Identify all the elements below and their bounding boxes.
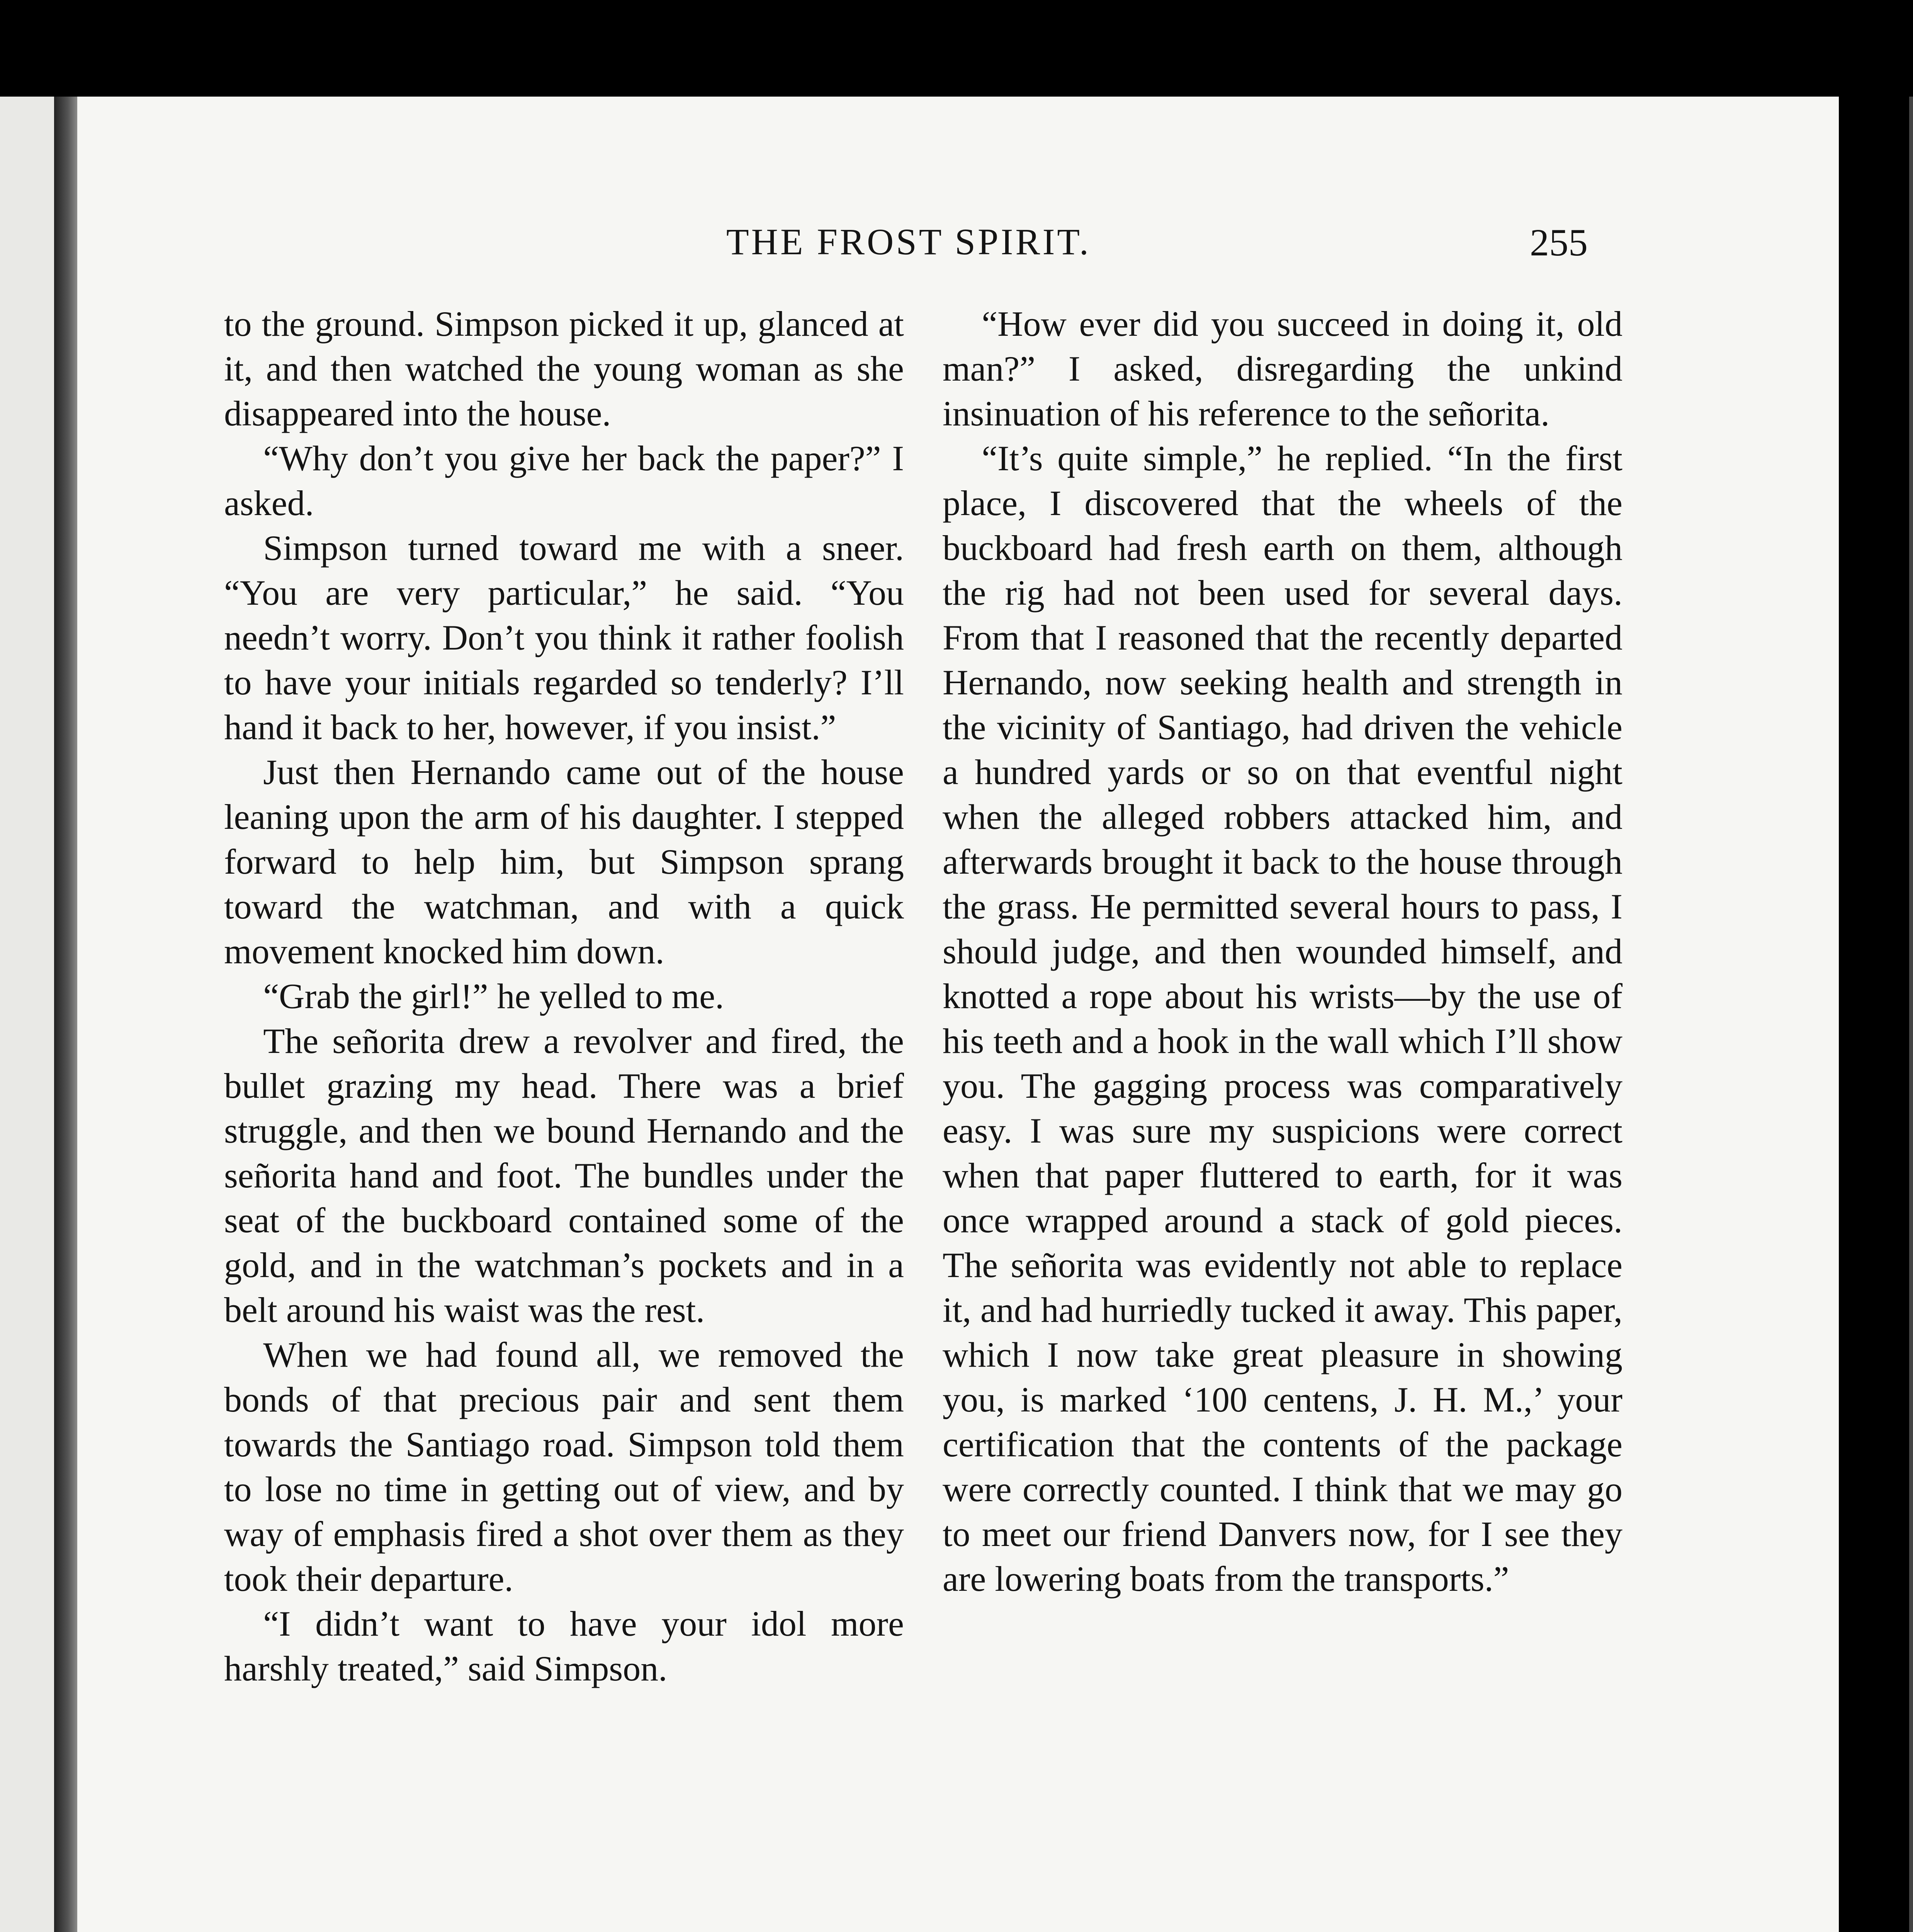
page-right-edge [1909, 97, 1913, 1932]
paragraph: Just then Hernando came out of the house leaning upon the arm of his daughter. I stepped forward to help him, but Simpson sprang toward the watchman, and with a quick movement knocked him down. [224, 752, 904, 971]
paragraph: “I didn’t want to have your idol more harshly treated,” said Simpson. [224, 1604, 904, 1688]
paragraph: When we had found all, we removed the bonds of that precious pair and sent them towards the Santiago road. Simpson told them to lose no time in getting out of view, and by way of emphasis fired a shot over them as they took their departure. [224, 1335, 904, 1599]
paragraph: Simpson turned toward me with a sneer. “You are very particular,” he said. “You needn’t worry. Don’t you think it rather foolish to have your initials regarded so tenderly? I’ll hand it back to her, however, if you insist.” [224, 528, 904, 747]
page-number: 255 [1530, 221, 1588, 264]
paragraph: “It’s quite simple,” he replied. “In the first place, I discovered that the wheels of the buckboard had fresh earth on them, although the rig had not been used for several days. From that I reasoned that the recently departed Hernando, now seeking health and strength in the vicinity of Santiago, had driven the vehicle a hundred yards or so on that eventful night when the alleged robbers attacked him, and afterwards brought it back to the house through the grass. He permitted several hours to pass, I should judge, and then wounded himself, and knotted a rope about his wrists—by the use of his teeth and a hook in the wall which I’ll show you. The gagging process was comparatively easy. I was sure my suspicions were correct when that paper fluttered to earth, for it was once wrapped around a stack of gold pieces. The señorita was evidently not able to replace it, and had hurriedly tucked it away. This paper, which I now take great pleasure in showing you, is marked ‘100 centens, J. H. M.,’ your certification that the contents of the package were correctly counted. I think that we may go to meet our friend Danvers now, for I see they are lowering boats from the transports.” [943, 439, 1622, 1599]
adjacent-page-edge [0, 97, 54, 1932]
paragraph: “Grab the girl!” he yelled to me. [263, 976, 724, 1016]
running-head: THE FROST SPIRIT. [726, 221, 1091, 262]
paragraph: to the ground. Simpson picked it up, glanced at it, and then watched the young woman as she disappeared into the house. [224, 304, 904, 433]
paragraph: “How ever did you succeed in doing it, old man?” I asked, disregarding the unkind insinuation of his reference to the señorita. [943, 304, 1622, 433]
paragraph: The señorita drew a revolver and fired, the bullet grazing my head. There was a brief struggle, and then we bound Hernando and the señorita hand and foot. The bundles under the seat of the buckboard contained some of the gold, and in the watchman’s pockets and in a belt around his waist was the rest. [224, 1021, 904, 1330]
right-column [943, 301, 1622, 1601]
paragraph: “Why don’t you give her back the paper?” I asked. [224, 439, 904, 523]
left-column [224, 301, 904, 1691]
